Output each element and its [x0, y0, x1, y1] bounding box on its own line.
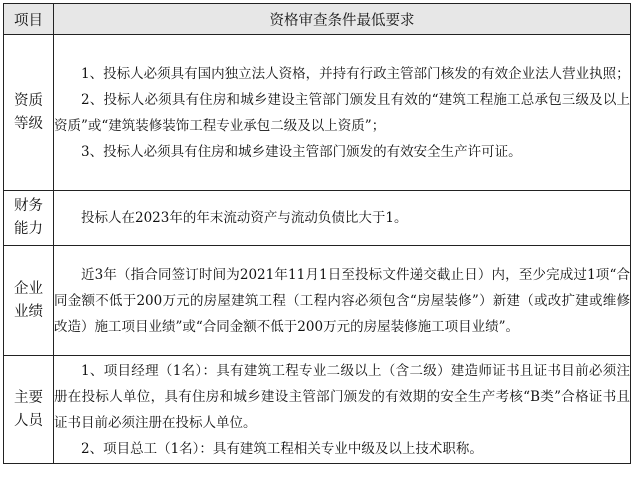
- requirement-paragraph: 1、项目经理（1名）：具有建筑工程专业二级以上（含二级）建造师证书且证书目前必须注册在投标人单位，具有住房和城乡建设主管部门颁发的有效期的安全生产考核“B类”合格证书且证书目前必须注册在投标人单位。: [54, 362, 630, 431]
- header-item: 项目: [4, 4, 54, 35]
- row-label: [4, 191, 54, 246]
- row-content: [54, 191, 631, 246]
- requirement-paragraph: 近3年（指合同签订时间为2021年11月1日至投标文件递交截止日）内，至少完成过1项“合同金额不低于200万元的房屋建筑工程（工程内容必须包含“房屋装修”）新建（或改扩建或维修改造）施工项目业绩”或“合同金额不低于200万元的房屋装修施工项目业绩”。: [54, 266, 630, 335]
- row-label-line: 等级: [14, 115, 43, 132]
- row-content: [54, 35, 631, 191]
- header-row: [4, 4, 631, 35]
- row-label-line: 人员: [14, 412, 43, 429]
- requirement-paragraph: 1、投标人必须具有国内独立法人资格，并持有行政主管部门核发的有效企业法人营业执照；: [81, 65, 630, 82]
- row-label: [4, 35, 54, 191]
- row-label-line: 主要: [14, 389, 43, 406]
- row-financial-capacity: [4, 191, 631, 246]
- row-label-line: 能力: [14, 221, 43, 237]
- row-label: [4, 246, 54, 356]
- row-content: [54, 246, 631, 356]
- row-qualification-level: [4, 35, 631, 191]
- row-key-personnel: [4, 356, 631, 464]
- requirement-paragraph: 投标人在2023年的年末流动资产与流动负债比大于1。: [81, 210, 408, 226]
- row-label-line: 资质: [14, 92, 43, 109]
- row-content: [54, 356, 631, 464]
- requirement-paragraph: 2、项目总工（1名）：具有建筑工程相关专业中级及以上技术职称。: [81, 440, 483, 457]
- requirement-paragraph: 2、投标人必须具有住房和城乡建设主管部门颁发且有效的“建筑工程施工总承包三级及以上资质”或“建筑装修装饰工程专业承包二级及以上资质”；: [54, 91, 630, 134]
- row-company-performance: [4, 246, 631, 356]
- header-requirement: 资格审查条件最低要求: [54, 4, 631, 35]
- requirement-paragraph: 3、投标人必须具有住房和城乡建设主管部门颁发的有效安全生产许可证。: [81, 143, 522, 160]
- qualification-requirements-table: [3, 3, 631, 464]
- row-label-line: 企业: [14, 280, 43, 297]
- row-label-line: 财务: [14, 198, 43, 214]
- row-label-line: 业绩: [14, 303, 43, 320]
- row-label: [4, 356, 54, 464]
